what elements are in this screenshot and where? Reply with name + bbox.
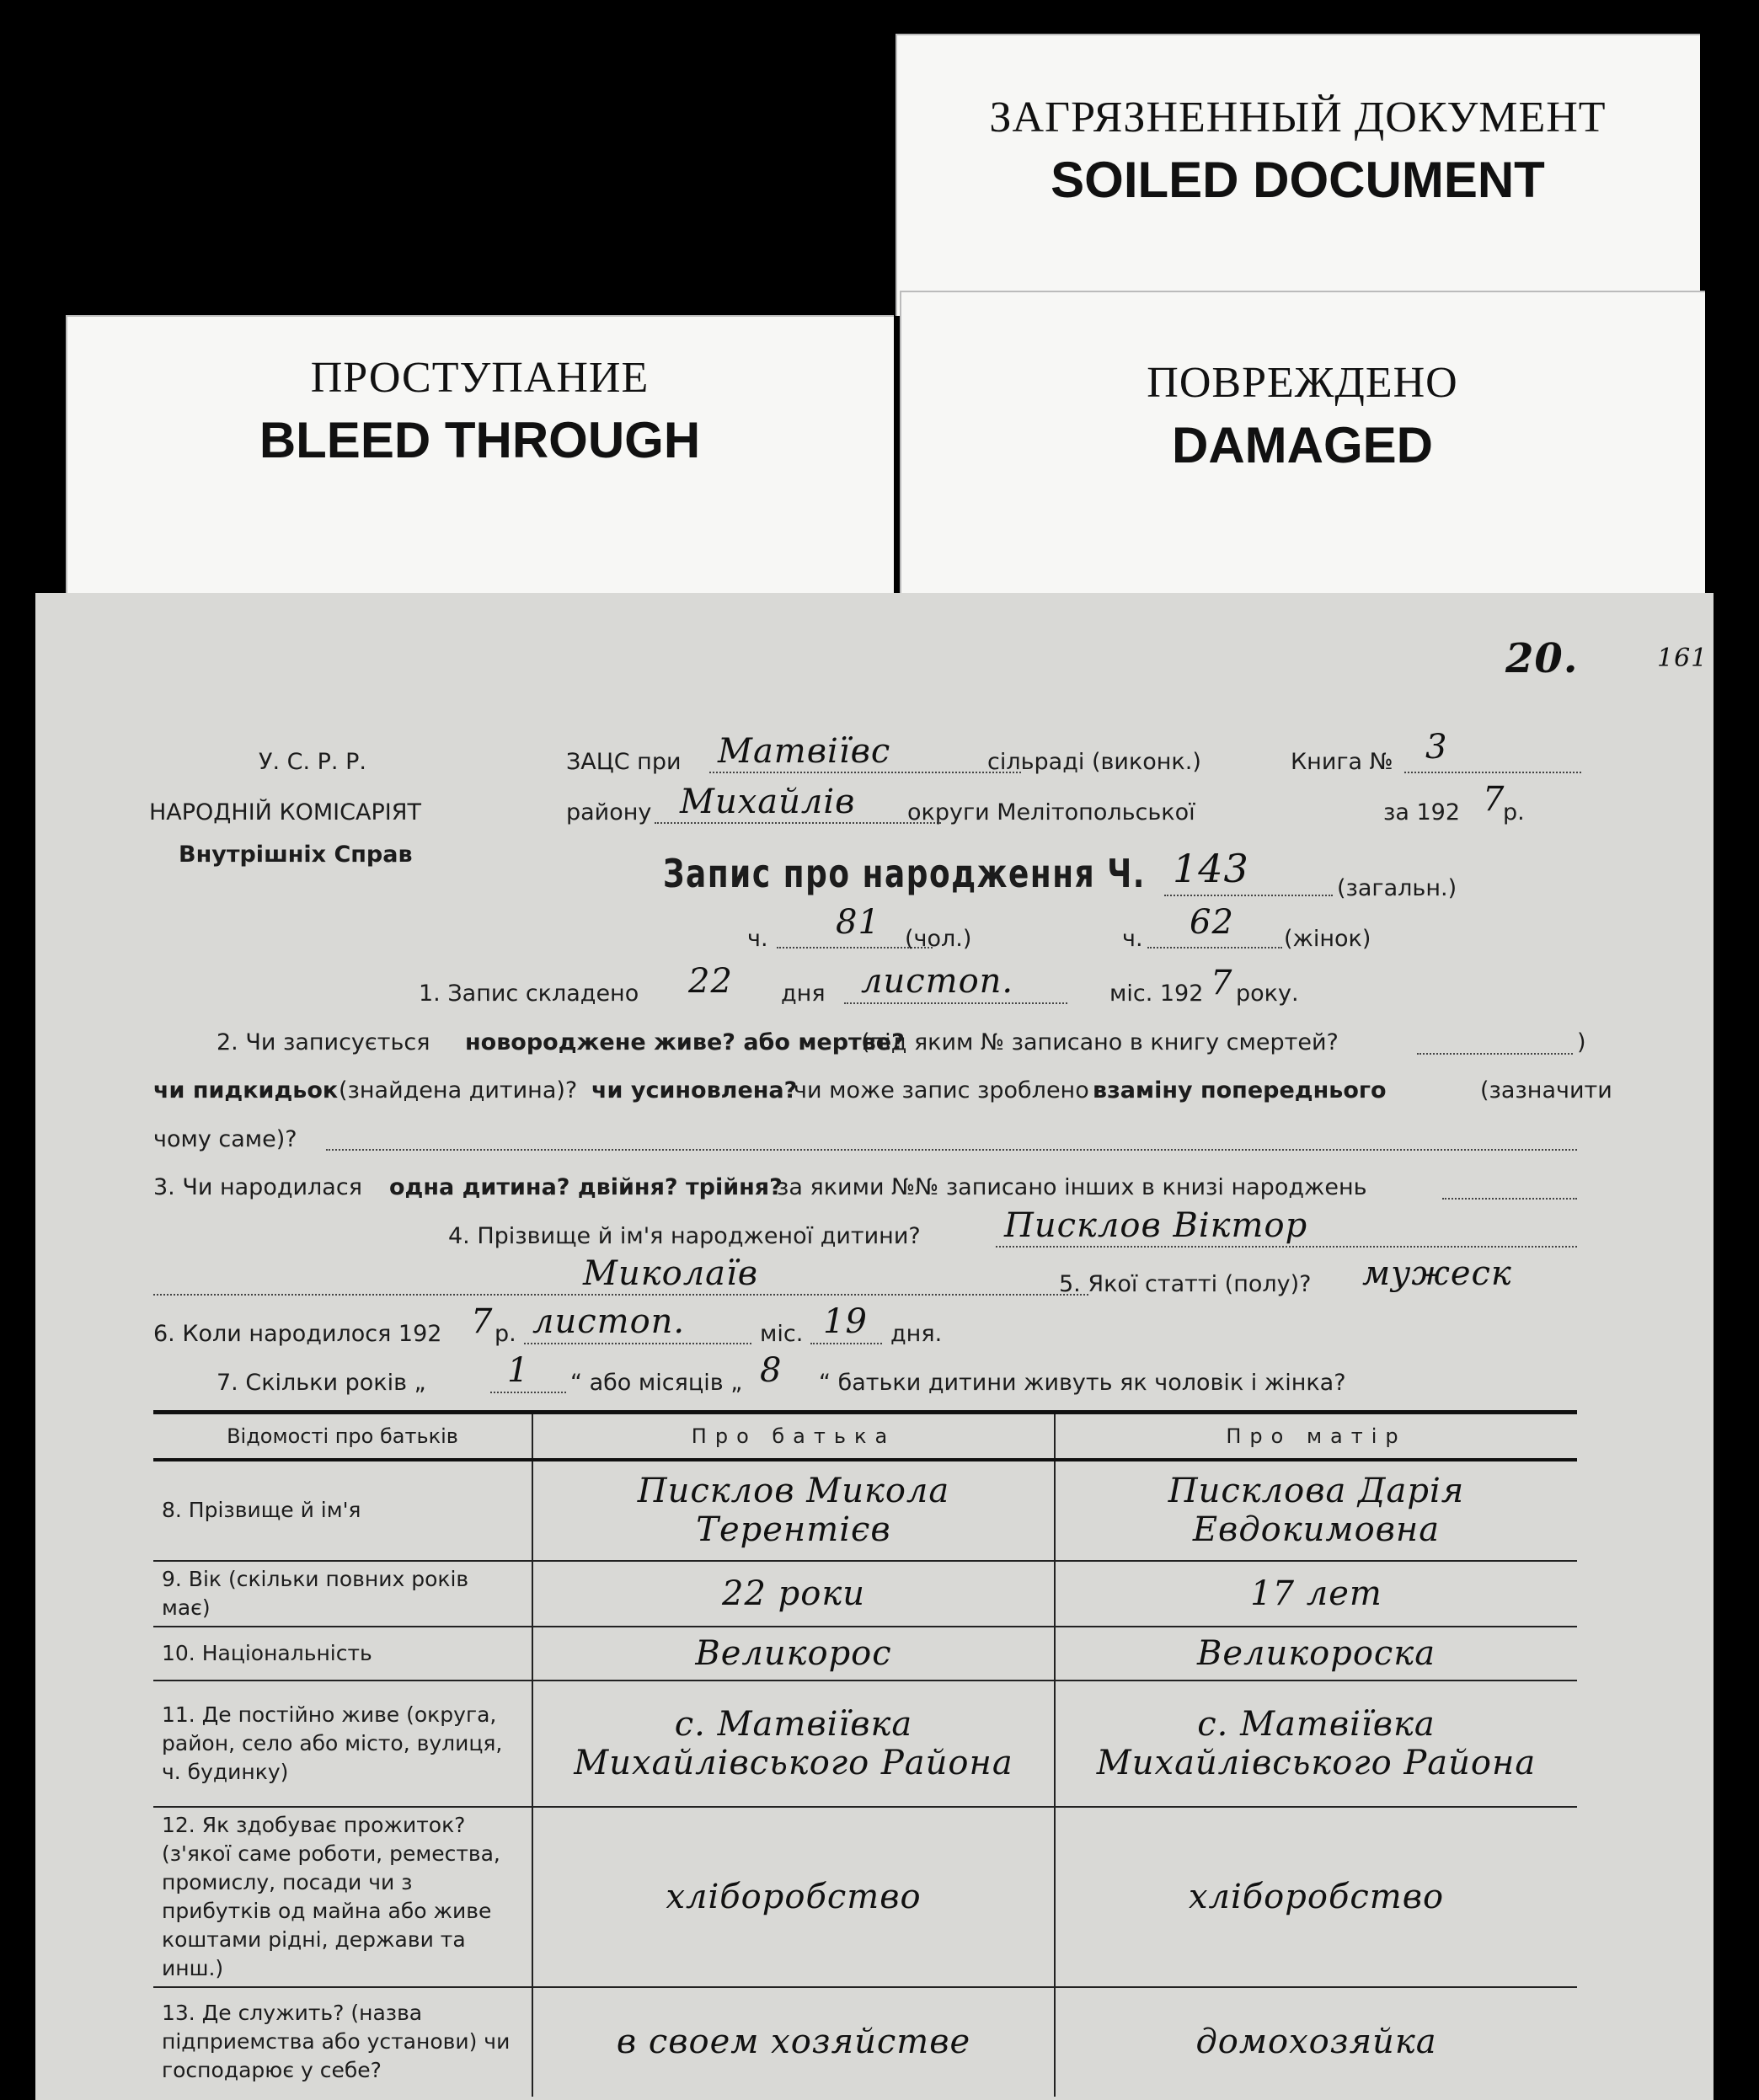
q4-value1: Писклов Віктор	[1004, 1206, 1308, 1245]
row-label: 11. Де постійно живе (округа, район, село або місто, вулиця, ч. будинку)	[153, 1681, 532, 1807]
zags-suffix: сільраді (виконк.)	[987, 749, 1201, 775]
book-value: 3	[1425, 728, 1448, 767]
soiled-en-label: SOILED DOCUMENT	[1051, 152, 1545, 208]
row-label: 8. Прізвище й ім'я	[153, 1460, 532, 1561]
q6-month-label: міс.	[760, 1321, 804, 1347]
q7-years: 1	[507, 1351, 530, 1390]
q2-line2d: чи може запис зроблено	[794, 1077, 1089, 1103]
year-value: 7	[1483, 780, 1505, 819]
bleed-through-tag	[66, 315, 894, 601]
header-father: Про батька	[532, 1413, 1055, 1460]
corner-mark: 20.	[1505, 635, 1579, 682]
q2-line3: чому саме)?	[153, 1126, 297, 1152]
q1-year: 7	[1211, 964, 1233, 1002]
commissariat-line2: Внутрішніх Справ	[179, 842, 413, 868]
row-label: 13. Де служить? (назва підприемства або установи) чи господарює у себе?	[153, 1987, 532, 2097]
damaged-ru-label: ПОВРЕЖДЕНО	[1147, 359, 1458, 407]
q2-line2c: чи усиновлена?	[591, 1077, 798, 1103]
q6-year-label: р.	[495, 1321, 516, 1347]
mother-value: хлібоpобство	[1055, 1807, 1577, 1987]
q6-year: 7	[471, 1302, 494, 1341]
commissariat-line1: НАРОДНІЙ КОМІСАРІЯТ	[149, 799, 421, 826]
table-row	[153, 1807, 1577, 1987]
parents-table	[153, 1410, 1577, 2097]
q4-label: 4. Прізвище й ім'я народженої дитини?	[448, 1223, 921, 1249]
q2-line1c: (під яким № записано в книгу смертей?	[861, 1029, 1339, 1055]
q3-a: 3. Чи народилася	[153, 1174, 362, 1200]
q3-b: одна дитина? двійня? трійня?	[389, 1174, 783, 1200]
table-header-row	[153, 1413, 1577, 1460]
table-row	[153, 1627, 1577, 1681]
q7-c: “ батьки дитини живуть як чоловік і жінка?	[819, 1370, 1346, 1396]
father-value: 22 роки	[532, 1561, 1055, 1627]
q2-line1a: 2. Чи записується	[217, 1029, 430, 1055]
year-label: за 192	[1383, 799, 1461, 826]
q7-a: 7. Скільки років „	[217, 1370, 426, 1396]
q1-prefix: 1. Запис складено	[419, 981, 639, 1007]
q6-day-label: дня.	[890, 1321, 943, 1347]
table-row	[153, 1681, 1577, 1807]
mother-value: Великороска	[1055, 1627, 1577, 1681]
zags-prefix: ЗАЦС при	[566, 749, 682, 775]
father-value: Писклов Микола Терентієв	[532, 1460, 1055, 1561]
book-label: Книга №	[1291, 749, 1393, 775]
q2-line1b: новороджене живе? або мертве?	[465, 1029, 905, 1055]
female-prefix: ч.	[1122, 926, 1143, 952]
q2-line1d: )	[1577, 1029, 1586, 1055]
father-value: с. Матвіївка Михайлівського Района	[532, 1681, 1055, 1807]
table-row	[153, 1561, 1577, 1627]
header-info: Відомості про батьків	[153, 1413, 532, 1460]
male-label: (чол.)	[905, 926, 972, 952]
q7-months: 8	[760, 1351, 783, 1390]
district-prefix: району	[566, 799, 652, 826]
usrr-label: У. С. Р. Р.	[259, 749, 366, 775]
q1-day-label: дня	[781, 981, 826, 1007]
row-label: 12. Як здобуває прожиток? (з'якої саме роботи, ремества, промислу, посади чи з прибутків од майна або живе коштами рідні, держави та инш.)	[153, 1807, 532, 1987]
mother-value: Пискловa Дарiя Евдокимовна	[1055, 1460, 1577, 1561]
total-number: 143	[1173, 846, 1249, 891]
q1-month-label: міс. 192	[1109, 981, 1204, 1007]
total-label: (загальн.)	[1337, 875, 1457, 901]
male-number: 81	[836, 903, 880, 942]
header-mother: Про матір	[1055, 1413, 1577, 1460]
mother-value: 17 лет	[1055, 1561, 1577, 1627]
damaged-en-label: DAMAGED	[1172, 417, 1433, 473]
soiled-document-tag	[896, 34, 1700, 316]
record-title: Запис про народження Ч.	[663, 851, 1146, 896]
district-suffix: округи Мелітопольської	[907, 799, 1195, 826]
q3-c: за якими №№ записано інших в книзі народжень	[777, 1174, 1367, 1200]
q2-line2f: (зазначити	[1480, 1077, 1612, 1103]
q5-value: мужеск	[1362, 1254, 1512, 1293]
table-row	[153, 1460, 1577, 1561]
year-suffix: р.	[1503, 799, 1525, 826]
page-number: 161	[1657, 644, 1708, 673]
q1-day: 22	[688, 962, 733, 1001]
q2-line2b: (знайдена дитина)?	[339, 1077, 578, 1103]
q2-line2a: чи пидкидьок	[153, 1077, 339, 1103]
table-row	[153, 1987, 1577, 2097]
mother-value: домохозяйка	[1055, 1987, 1577, 2097]
soiled-ru-label: ЗАГРЯЗНЕННЫЙ ДОКУМЕНТ	[989, 94, 1607, 142]
q6-a: 6. Коли народилося 192	[153, 1321, 442, 1347]
female-number: 62	[1190, 903, 1234, 942]
q4-value2: Миколаїв	[583, 1254, 759, 1293]
q6-month: листоп.	[532, 1302, 686, 1341]
row-label: 10. Національність	[153, 1627, 532, 1681]
zags-value: Матвіївс	[718, 732, 891, 771]
q2-line2e: взаміну попереднього	[1093, 1077, 1387, 1103]
female-label: (жінок)	[1284, 926, 1371, 952]
father-value: в своем хозяйстве	[532, 1987, 1055, 2097]
damaged-tag	[900, 291, 1705, 611]
male-prefix: ч.	[747, 926, 768, 952]
q5-label: 5. Якої статті (полу)?	[1059, 1271, 1312, 1297]
father-value: Великорос	[532, 1627, 1055, 1681]
district-value: Михайлів	[680, 783, 856, 821]
mother-value: с. Матвіївка Михайлівського Района	[1055, 1681, 1577, 1807]
q7-b: “ або місяців „	[570, 1370, 743, 1396]
row-label: 9. Вік (скільки повних років має)	[153, 1561, 532, 1627]
q1-month: листоп.	[861, 962, 1014, 1001]
bleed-en-label: BLEED THROUGH	[259, 412, 701, 468]
q1-year-label: року.	[1236, 981, 1299, 1007]
birth-record-form	[35, 593, 1714, 2100]
q6-day: 19	[823, 1302, 868, 1341]
father-value: хлібоpобство	[532, 1807, 1055, 1987]
bleed-ru-label: ПРОСТУПАНИЕ	[310, 354, 650, 402]
